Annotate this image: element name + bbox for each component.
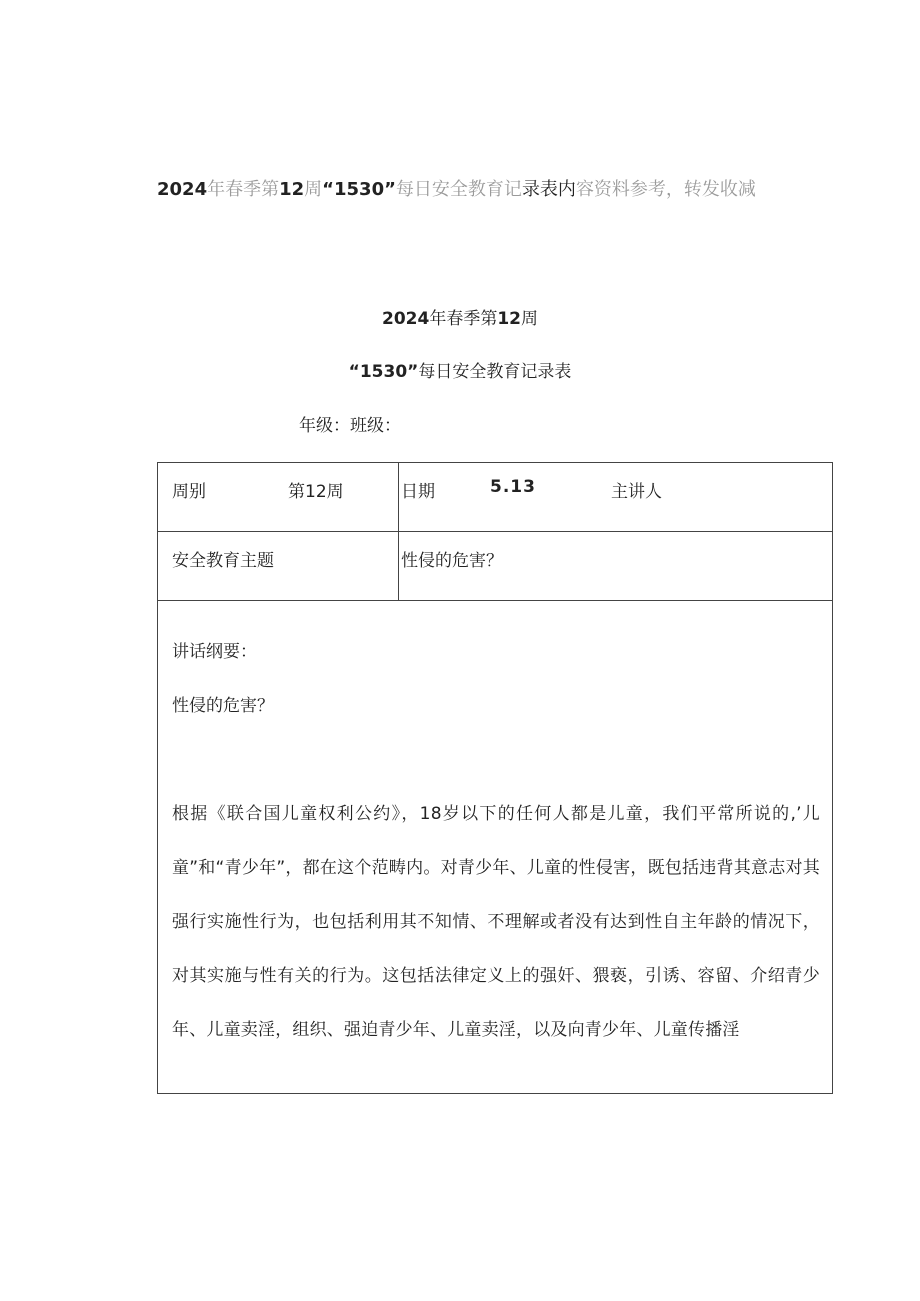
title-record-suffix: 录表内 (521, 179, 576, 200)
title-season: 年春季第 (207, 179, 280, 200)
heading-code: “1530” (348, 362, 419, 382)
outline-label: 讲话纲要： (172, 642, 257, 662)
topic-label-cell (158, 532, 399, 601)
title-week-suffix: 周 (304, 179, 323, 200)
topic-label: 安全教育主题 (172, 551, 274, 571)
heading-week-number: 12 (497, 309, 521, 329)
topic-value-cell (399, 532, 833, 601)
heading-record-title (0, 357, 920, 382)
outline-body: 根据《联合国儿童权利公约》，18岁以下的任何人都是儿童，我们平常所说的,’儿童”和“青少年”，都在这个范畴内。对青少年、儿童的性侵害，既包括违背其意志对其强行实施性行为，也包括利用其不知情、不理解或者没有达到性自主年龄的情况下，对其实施与性有关的行为。这包括法律定义上的强奸、猥亵，引诱、容留、介绍青少年、儿童卖淫，组织、强迫青少年、儿童卖淫，以及向青少年、儿童传播淫 (172, 804, 820, 1040)
week-label: 周别 (172, 482, 206, 502)
record-table (157, 462, 833, 1094)
title-code: “1530” (322, 179, 396, 200)
date-value: 5.13 (490, 477, 536, 497)
title-week-number: 12 (279, 179, 305, 200)
title-note: 容资料参考，转发收减 (575, 179, 756, 200)
table-row-topic (158, 532, 833, 601)
date-speaker-cell (399, 463, 833, 532)
grade-class-line: 年级：班级： (299, 416, 401, 436)
document-title (157, 164, 757, 216)
title-record-name: 每日安全教育记 (395, 179, 522, 200)
table-row-info (158, 463, 833, 532)
table-row-outline (158, 601, 833, 1094)
heading-record-name: 每日安全教育记录表 (418, 362, 572, 382)
speaker-label: 主讲人 (611, 482, 662, 502)
date-label: 日期 (401, 482, 435, 502)
heading-semester (0, 304, 920, 329)
heading-week-suffix: 周 (521, 309, 538, 329)
week-value: 第12周 (288, 482, 344, 502)
heading-year: 2024 (382, 309, 430, 329)
topic-value: 性侵的危害？ (401, 551, 503, 571)
outline-cell (158, 601, 833, 1094)
outline-spacer (172, 733, 820, 787)
week-cell (158, 463, 399, 532)
heading-season: 年春季第 (429, 309, 498, 329)
title-year: 2024 (157, 179, 208, 200)
outline-subtitle: 性侵的危害？ (172, 696, 274, 716)
